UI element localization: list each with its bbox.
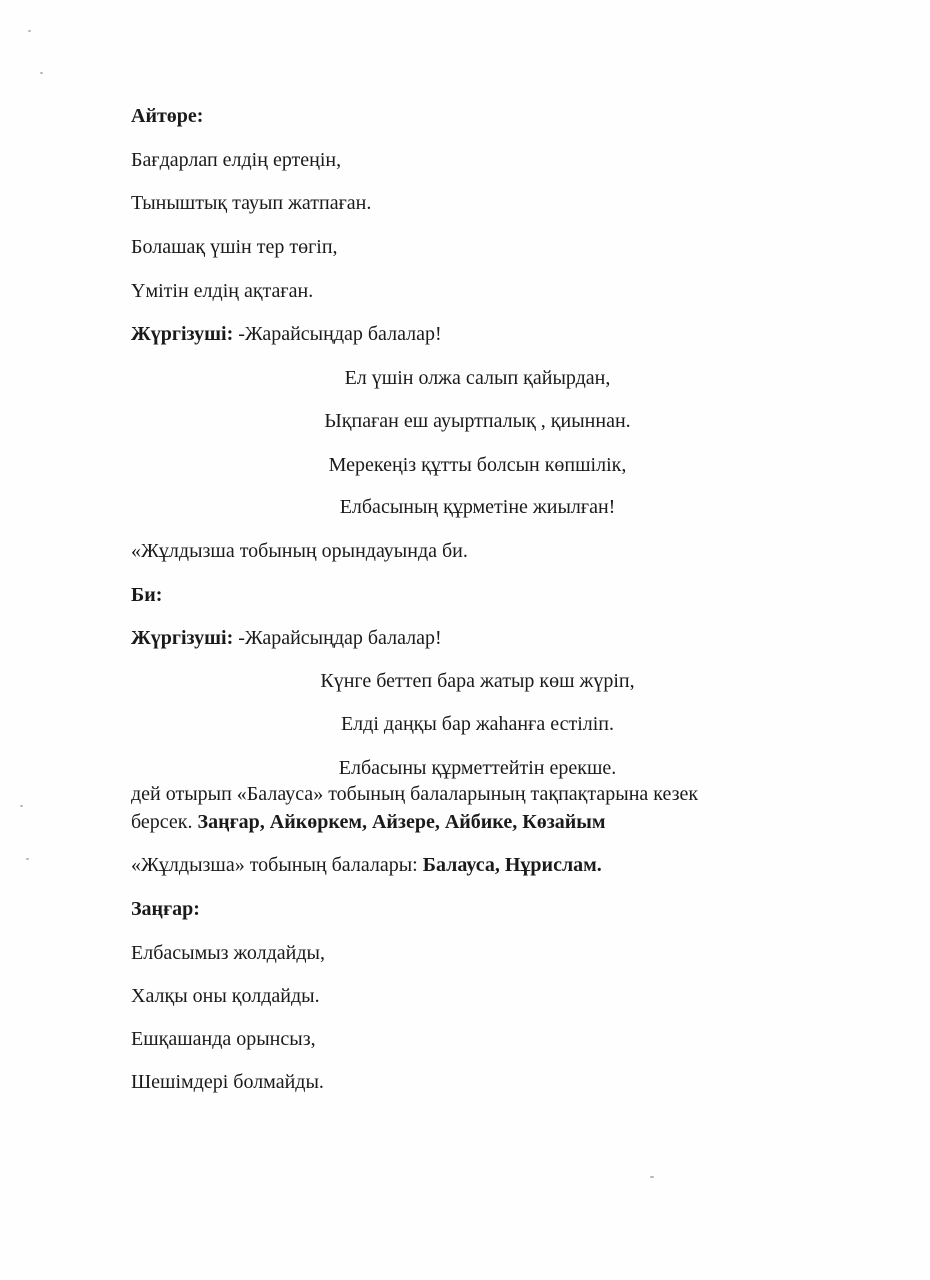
verse-line: Үмітін елдің ақтаған.	[131, 280, 314, 302]
scan-speck	[650, 1176, 654, 1178]
speaker-label: Би:	[131, 584, 163, 606]
scan-speck	[20, 805, 23, 807]
centered-verse-line: Елбасының құрметіне жиылған!	[339, 496, 616, 518]
verse-line: Шешімдері болмайды.	[131, 1071, 324, 1093]
speaker-label: Жүргізуші:	[131, 627, 234, 649]
verse-line: Халқы оны қолдайды.	[131, 985, 320, 1007]
scan-speck	[40, 72, 43, 74]
speaker-label: Жүргізуші:	[131, 323, 234, 345]
announcement-line: «Жұлдызша тобының орындауында би.	[131, 540, 468, 562]
centered-verse-line: Мерекеңіз құтты болсын көпшілік,	[328, 454, 627, 476]
verse-line: Ешқашанда орынсыз,	[131, 1028, 316, 1050]
host-text: -Жарайсыңдар балалар!	[233, 323, 442, 345]
verse-line: Болашақ үшін тер төгіп,	[131, 236, 338, 258]
centered-verse-line: Ел үшін олжа салып қайырдан,	[344, 367, 611, 389]
speaker-label: Заңғар:	[131, 898, 200, 920]
paragraph-line	[131, 810, 606, 834]
host-text: -Жарайсыңдар балалар!	[233, 627, 442, 649]
speaker-label: Айтөре:	[131, 105, 204, 127]
verse-line: Бағдарлап елдің ертеңін,	[131, 149, 342, 171]
verse-line: Елбасымыз жолдайды,	[131, 942, 325, 964]
performer-names: Заңғар, Айкөркем, Айзере, Айбике, Көзайым	[197, 811, 606, 833]
paragraph-text: берсек.	[131, 811, 198, 833]
centered-verse-line: Ықпаған еш ауыртпалық , қиыннан.	[324, 410, 631, 432]
verse-line: Тыныштық тауып жатпаған.	[131, 192, 372, 214]
host-line	[131, 322, 442, 346]
host-line	[131, 626, 442, 650]
scan-speck	[28, 30, 31, 32]
centered-verse-line: Елбасыны құрметтейтін ерекше.	[338, 757, 617, 779]
centered-verse-line: Күнге беттеп бара жатыр көш жүріп,	[320, 670, 635, 692]
centered-verse-line: Елді даңқы бар жаһанға естіліп.	[340, 713, 615, 735]
performer-names: Балауса, Нұрислам.	[422, 854, 602, 876]
paragraph-line: дей отырып «Балауса» тобының балаларының тақпақтарына кезек	[131, 783, 699, 805]
scan-speck	[26, 858, 29, 860]
paragraph-line	[131, 853, 602, 877]
paragraph-text: «Жұлдызша» тобының балалары:	[131, 854, 423, 876]
